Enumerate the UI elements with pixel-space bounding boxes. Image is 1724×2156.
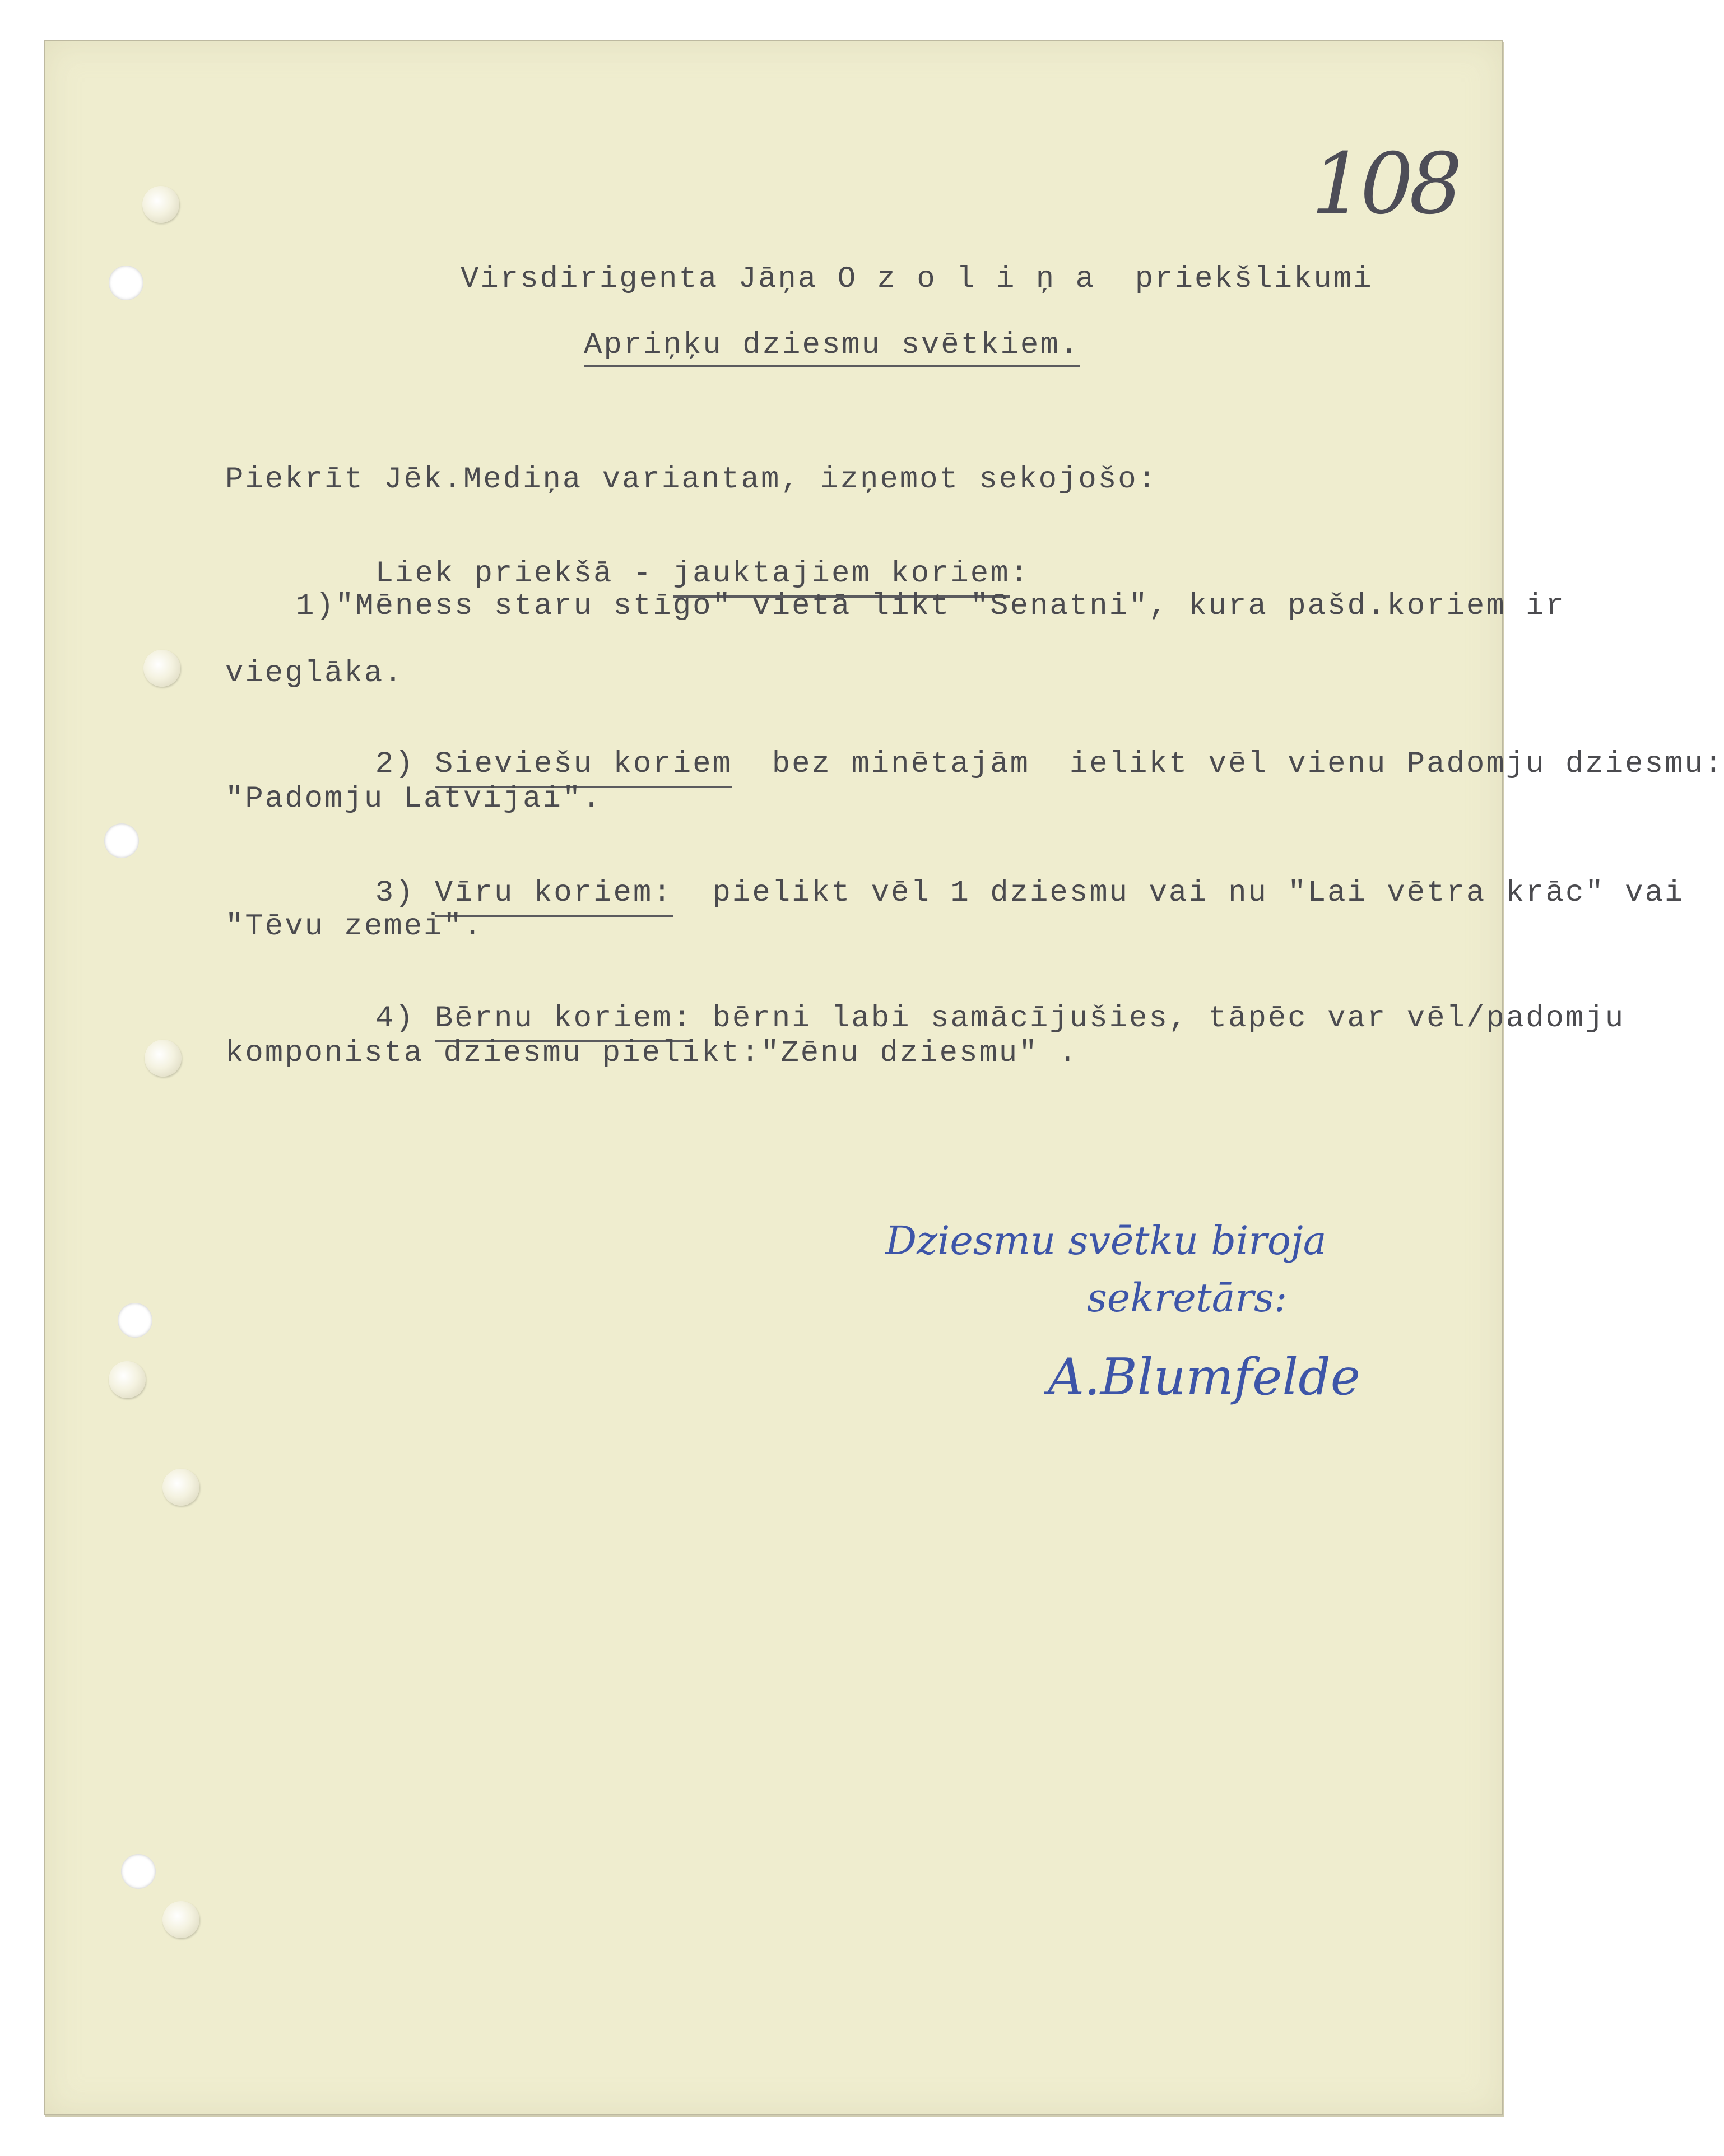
item-2-line-2: "Padomju Latvijai". — [225, 782, 602, 816]
item-2-heading: Sieviešu koriem — [435, 747, 732, 788]
document-subtitle: Apriņķu dziesmu svētkiem. — [584, 330, 1080, 367]
item-3-heading: Vīru koriem: — [435, 876, 673, 917]
binder-emboss-mark — [145, 1040, 182, 1077]
item-2-number: 2) — [375, 747, 435, 781]
binder-emboss-mark — [162, 1901, 199, 1938]
binder-hole — [109, 266, 143, 300]
proposal-heading: jauktajiem koriem — [673, 557, 1010, 598]
handwritten-title-line: sekretārs: — [1087, 1275, 1288, 1321]
item-4-number: 4) — [375, 1002, 435, 1036]
binder-hole — [118, 1303, 152, 1338]
item-4-text: bērni labi samācījušies, tāpēc var vēl/padomju — [693, 1002, 1625, 1036]
document-title: Virsdirigenta Jāņa O z o l i ņ a priekšlikumi — [461, 262, 1373, 296]
binder-hole — [121, 1854, 156, 1889]
binder-emboss-mark — [143, 650, 180, 687]
item-2-text: bez minētajām ielikt vēl vienu Padomju dziesmu: — [732, 747, 1724, 781]
intro-paragraph: Piekrīt Jēk.Mediņa variantam, izņemot sekojošo: — [225, 463, 1158, 497]
proposal-prefix: Liek priekšā - — [375, 557, 673, 591]
handwritten-office-line: Dziesmu svētku biroja — [885, 1218, 1327, 1264]
handwritten-signature: A.Blumfelde — [1048, 1348, 1361, 1407]
binder-emboss-mark — [109, 1361, 146, 1398]
archive-number: 108 — [1311, 136, 1458, 233]
item-3-line-2: "Tēvu zemei". — [225, 910, 484, 944]
item-4-heading: Bērnu koriem: — [435, 1002, 693, 1042]
binder-emboss-mark — [162, 1469, 199, 1506]
item-1-line-1: 1)"Mēness staru stīgo" vietā likt "Senatni", kura pašd.koriem ir — [296, 589, 1565, 623]
item-3-text: pielikt vēl 1 dziesmu vai nu "Lai vētra krāc" vai — [672, 876, 1685, 910]
item-3-line-1 — [296, 848, 1684, 939]
binder-emboss-mark — [142, 186, 179, 223]
document-page — [44, 40, 1724, 2115]
item-1-line-2: vieglāka. — [225, 656, 404, 691]
proposal-suffix: : — [1010, 557, 1030, 591]
item-4-line-2: komponista dziesmu pielikt:"Zēnu dziesmu" . — [225, 1036, 1079, 1070]
item-3-number: 3) — [375, 876, 435, 910]
binder-hole — [104, 823, 139, 858]
